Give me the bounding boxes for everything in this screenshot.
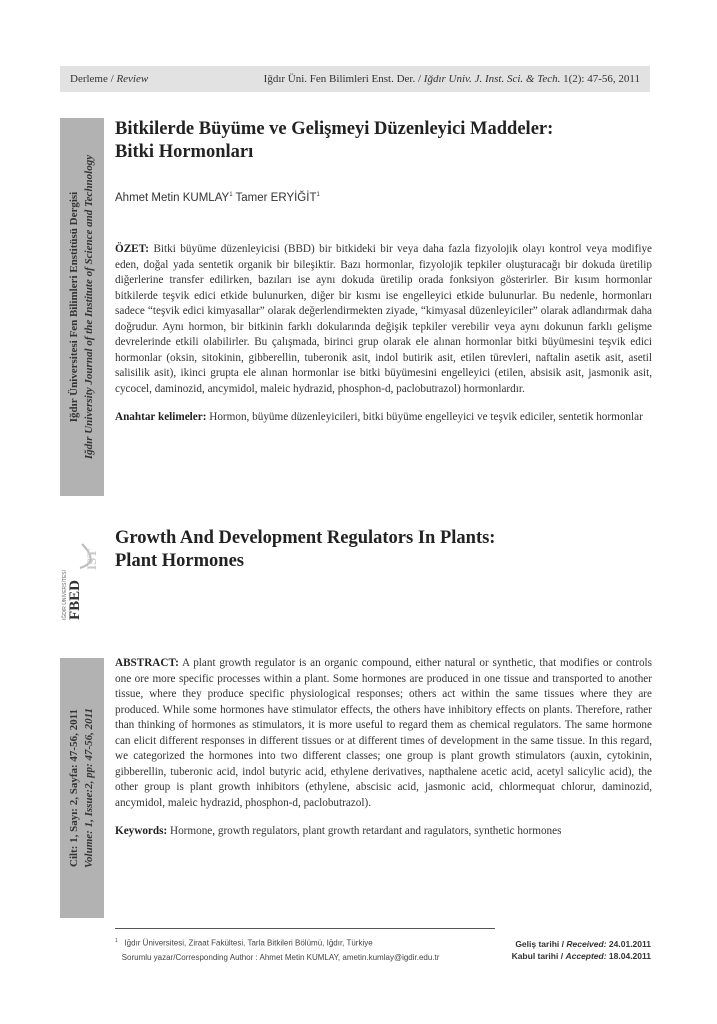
logo-small-text: IĞDIR ÜNİVERSİTESİ [62, 569, 68, 620]
received-value: 24.01.2011 [608, 939, 651, 949]
sidebar-volume [60, 658, 104, 918]
abstract-english [115, 656, 652, 811]
abstract-en-label: ABSTRACT: [115, 657, 179, 669]
keywords-turkish [115, 410, 652, 426]
logo-main-text: FBED [67, 579, 83, 620]
keywords-tr-label: Anahtar kelimeler: [115, 411, 207, 423]
abstract-tr-label: ÖZET: [115, 243, 149, 255]
author-list [115, 192, 320, 204]
author-affiliation-mark: 1 [316, 192, 320, 199]
correspondence-text: Sorumlu yazar/Corresponding Author : Ahmet Metin KUMLAY, ametin.kumlay@igdir.edu.tr [121, 952, 440, 962]
keywords-en-text: Hormone, growth regulators, plant growth retardant and ragulators, synthetic hormones [170, 825, 562, 837]
abstract-turkish [115, 242, 652, 397]
fbed-logo [60, 532, 104, 622]
keywords-en-label: Keywords: [115, 825, 168, 837]
sidebar-journal-text [67, 155, 97, 459]
accepted-date: Kabul tarihi / Accepted: 18.04.2011 [511, 951, 651, 961]
fbed-logo-graphic [60, 532, 104, 622]
received-label-tr: Geliş tarihi [515, 939, 560, 949]
affiliation-text: Iğdır Üniversitesi, Ziraat Fakültesi, Tarla Bitkileri Bölümü, Iğdır, Türkiye [124, 938, 373, 948]
sidebar-volume-tr: Cilt: 1, Sayı: 2, Sayfa: 47-56, 2011 [68, 709, 80, 867]
logo-suffix-text: IST [84, 549, 99, 570]
article-dates [512, 938, 651, 962]
running-header [60, 66, 650, 92]
author-name: Ahmet Metin KUMLAY [115, 192, 230, 204]
sidebar-volume-en: Volume: 1, Issue:2, pp: 47-56, 2011 [83, 707, 95, 869]
journal-name-en: Iğdır Univ. J. Inst. Sci. & Tech. [423, 73, 561, 85]
accepted-value: 18.04.2011 [608, 951, 651, 961]
footnote-affiliation [115, 934, 439, 951]
footnote [115, 934, 439, 965]
title-english [115, 527, 495, 573]
author-name: Tamer ERYİĞİT [235, 192, 317, 204]
keywords-english [115, 824, 652, 840]
abstract-en-text: A plant growth regulator is an organic compound, either natural or synthetic, that modifies or controls one ore more specific processes within a plant. Some hormones are produced in one tissue and transported to another tissue, where they produce specific physiological responses; others act within the same tissues where they are produced. While some hormones have stimulator effects, the others have inhibitory effects on plants. Therefore, rather than thinking of hormones as stimulators, it is more useful to regard them as chemical regulators. The same hormone can elicit different responses in different tissues or at different times of development in the same tissue. In this regard, we categorized the hormones into two different classes; one group is plant growth stimulators (auxin, cytokinin, gibberellin, tuberonic acid, indol butyric acid, ethylene derivatives, napthalene acetic acid, acetyl salicylic acid), the other group is plant growth inhibitors (ethylene, abscisic acid, jasmonic acid, chlormequat chlorur, daminozid, ancymidol, maleic hydrazid, phosphon-d, paclobutrazol). [115, 657, 653, 809]
received-label-en: Received: [566, 939, 607, 949]
footnote-correspondence [115, 951, 439, 965]
title-turkish [115, 118, 553, 164]
footnote-mark: 1 [115, 938, 118, 944]
keywords-tr-text: Hormon, büyüme düzenleyicileri, bitki büyüme engelleyici ve teşvik ediciler, sentetik hormonlar [209, 411, 643, 423]
received-date: Geliş tarihi / Received: 24.01.2011 [515, 939, 651, 949]
volume-pages: 1(2): 47-56, 2011 [563, 73, 640, 85]
footnote-divider [115, 928, 495, 929]
title-en-line2: Plant Hormones [115, 551, 244, 571]
title-tr-line2: Bitki Hormonları [115, 142, 254, 162]
title-en-line1: Growth And Development Regulators In Plants: [115, 528, 496, 548]
article-type: Derleme / Review [70, 73, 149, 85]
accepted-label-en: Accepted: [565, 951, 607, 961]
author-affiliation-mark: 1 [229, 192, 233, 199]
accepted-label-tr: Kabul tarihi [511, 951, 559, 961]
sidebar-journal-name [60, 118, 104, 496]
abstract-tr-text: Bitki büyüme düzenleyicisi (BBD) bir bitkideki bir veya daha fazla fizyolojik olayı kontrol veya modifiye eden, doğal yada sentetik organik bir bileşiktir. Bazı hormonlar, fizyolojik tepkiler oluşturacağı bir dokuda üretilip diğerlerine transfer edilirken, bazıları ise aynı dokuda üretilip orada fonksiyon gösterirler. Bir kısım hormonlar bitkilerde teşvik edici etkide bulunurken, diğer bir kısmı ise engelleyici etkide bulunurlar. Bu nedenle, hormonları sadece “teşvik edici kimyasallar” olarak değerlendirmekten ziyade, “kimyasal düzenleyiciler” olarak adlandırmak daha doğrudur. Aynı hormon, bir bitkinin farklı dokularında değişik tepkiler verebilir veya aynı dokunun farklı gelişme devrelerinde etkili olabilirler. Bu çalışmada, birinci grup olarak ele alınan hormonlar bitki büyümesini teşvik edici hormonlar (oksin, sitokinin, gibberellin, tuberonik asit, indol butirik asit, etilen türevleri, naftalin asetik asit, asetil salisilik asit), ikinci grupta ele alınan hormonlar ise bitki büyümesini engelleyici (etilen, absisik asit, jasmonik asit, cycocel, daminozid, ancymidol, maleic hydrazid, phosphon-d, paclobutrazol) hormonlardır. [115, 243, 653, 395]
sidebar-volume-text [67, 708, 97, 868]
article-type-tr: Derleme [70, 73, 108, 85]
journal-name-tr: Iğdır Üni. Fen Bilimleri Enst. Der. [263, 73, 416, 85]
sidebar-journal-tr: Iğdır Üniversitesi Fen Bilimleri Enstitüsü Dergisi [68, 191, 80, 423]
article-type-en: Review [116, 73, 149, 85]
sidebar-journal-en: Iğdır University Journal of the Institute of Science and Technology [83, 154, 95, 460]
title-tr-line1: Bitkilerde Büyüme ve Gelişmeyi Düzenleyici Maddeler: [115, 119, 554, 139]
journal-citation: Iğdır Üni. Fen Bilimleri Enst. Der. / Iğdır Univ. J. Inst. Sci. & Tech. 1(2): 47-56, 2011 [263, 73, 640, 85]
